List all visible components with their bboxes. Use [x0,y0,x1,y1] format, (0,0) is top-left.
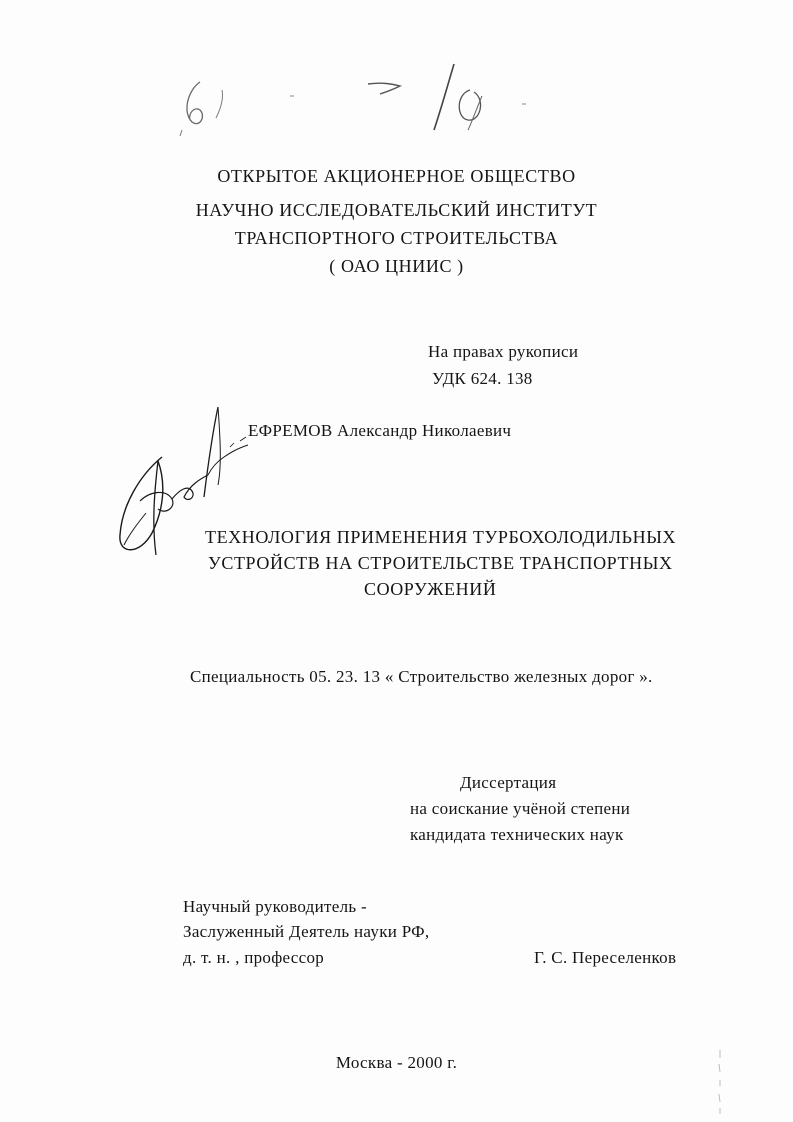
supervisor-honor: Заслуженный Деятель науки РФ, [183,922,430,941]
udc-code: УДК 624. 138 [432,369,533,388]
dissertation-degree-line-1: на соискание учёной степени [410,799,631,818]
supervisor-degree: д. т. н. , профессор [183,948,325,967]
handwritten-note-pencil [170,60,560,140]
organization-line-3: ТРАНСПОРТНОГО СТРОИТЕЛЬСТВА [234,228,559,248]
dissertation-degree-line-2: кандидата технических наук [410,825,624,844]
dissertation-type: Диссертация [460,773,557,792]
organization-abbreviation: ( ОАО ЦНИИС ) [329,256,464,276]
supervisor-label: Научный руководитель - [183,897,367,916]
specialty: Специальность 05. 23. 13 « Строительство железных дорог ». [190,667,653,686]
supervisor-name: Г. С. Переселенков [534,948,677,967]
scan-edge-mark [714,1050,726,1115]
organization-line-1: ОТКРЫТОЕ АКЦИОНЕРНОЕ ОБЩЕСТВО [217,166,576,186]
author-name: ЕФРЕМОВ Александр Николаевич [248,421,512,440]
title-line-1: ТЕХНОЛОГИЯ ПРИМЕНЕНИЯ ТУРБОХОЛОДИЛЬНЫХ [205,527,677,547]
title-line-3: СООРУЖЕНИЙ [364,579,497,599]
manuscript-rights: На правах рукописи [428,342,579,361]
title-line-2: УСТРОЙСТВ НА СТРОИТЕЛЬСТВЕ ТРАНСПОРТНЫХ [208,553,673,573]
organization-line-2: НАУЧНО ИССЛЕДОВАТЕЛЬСКИЙ ИНСТИТУТ [195,200,598,220]
place-and-year: Москва - 2000 г. [335,1053,458,1072]
